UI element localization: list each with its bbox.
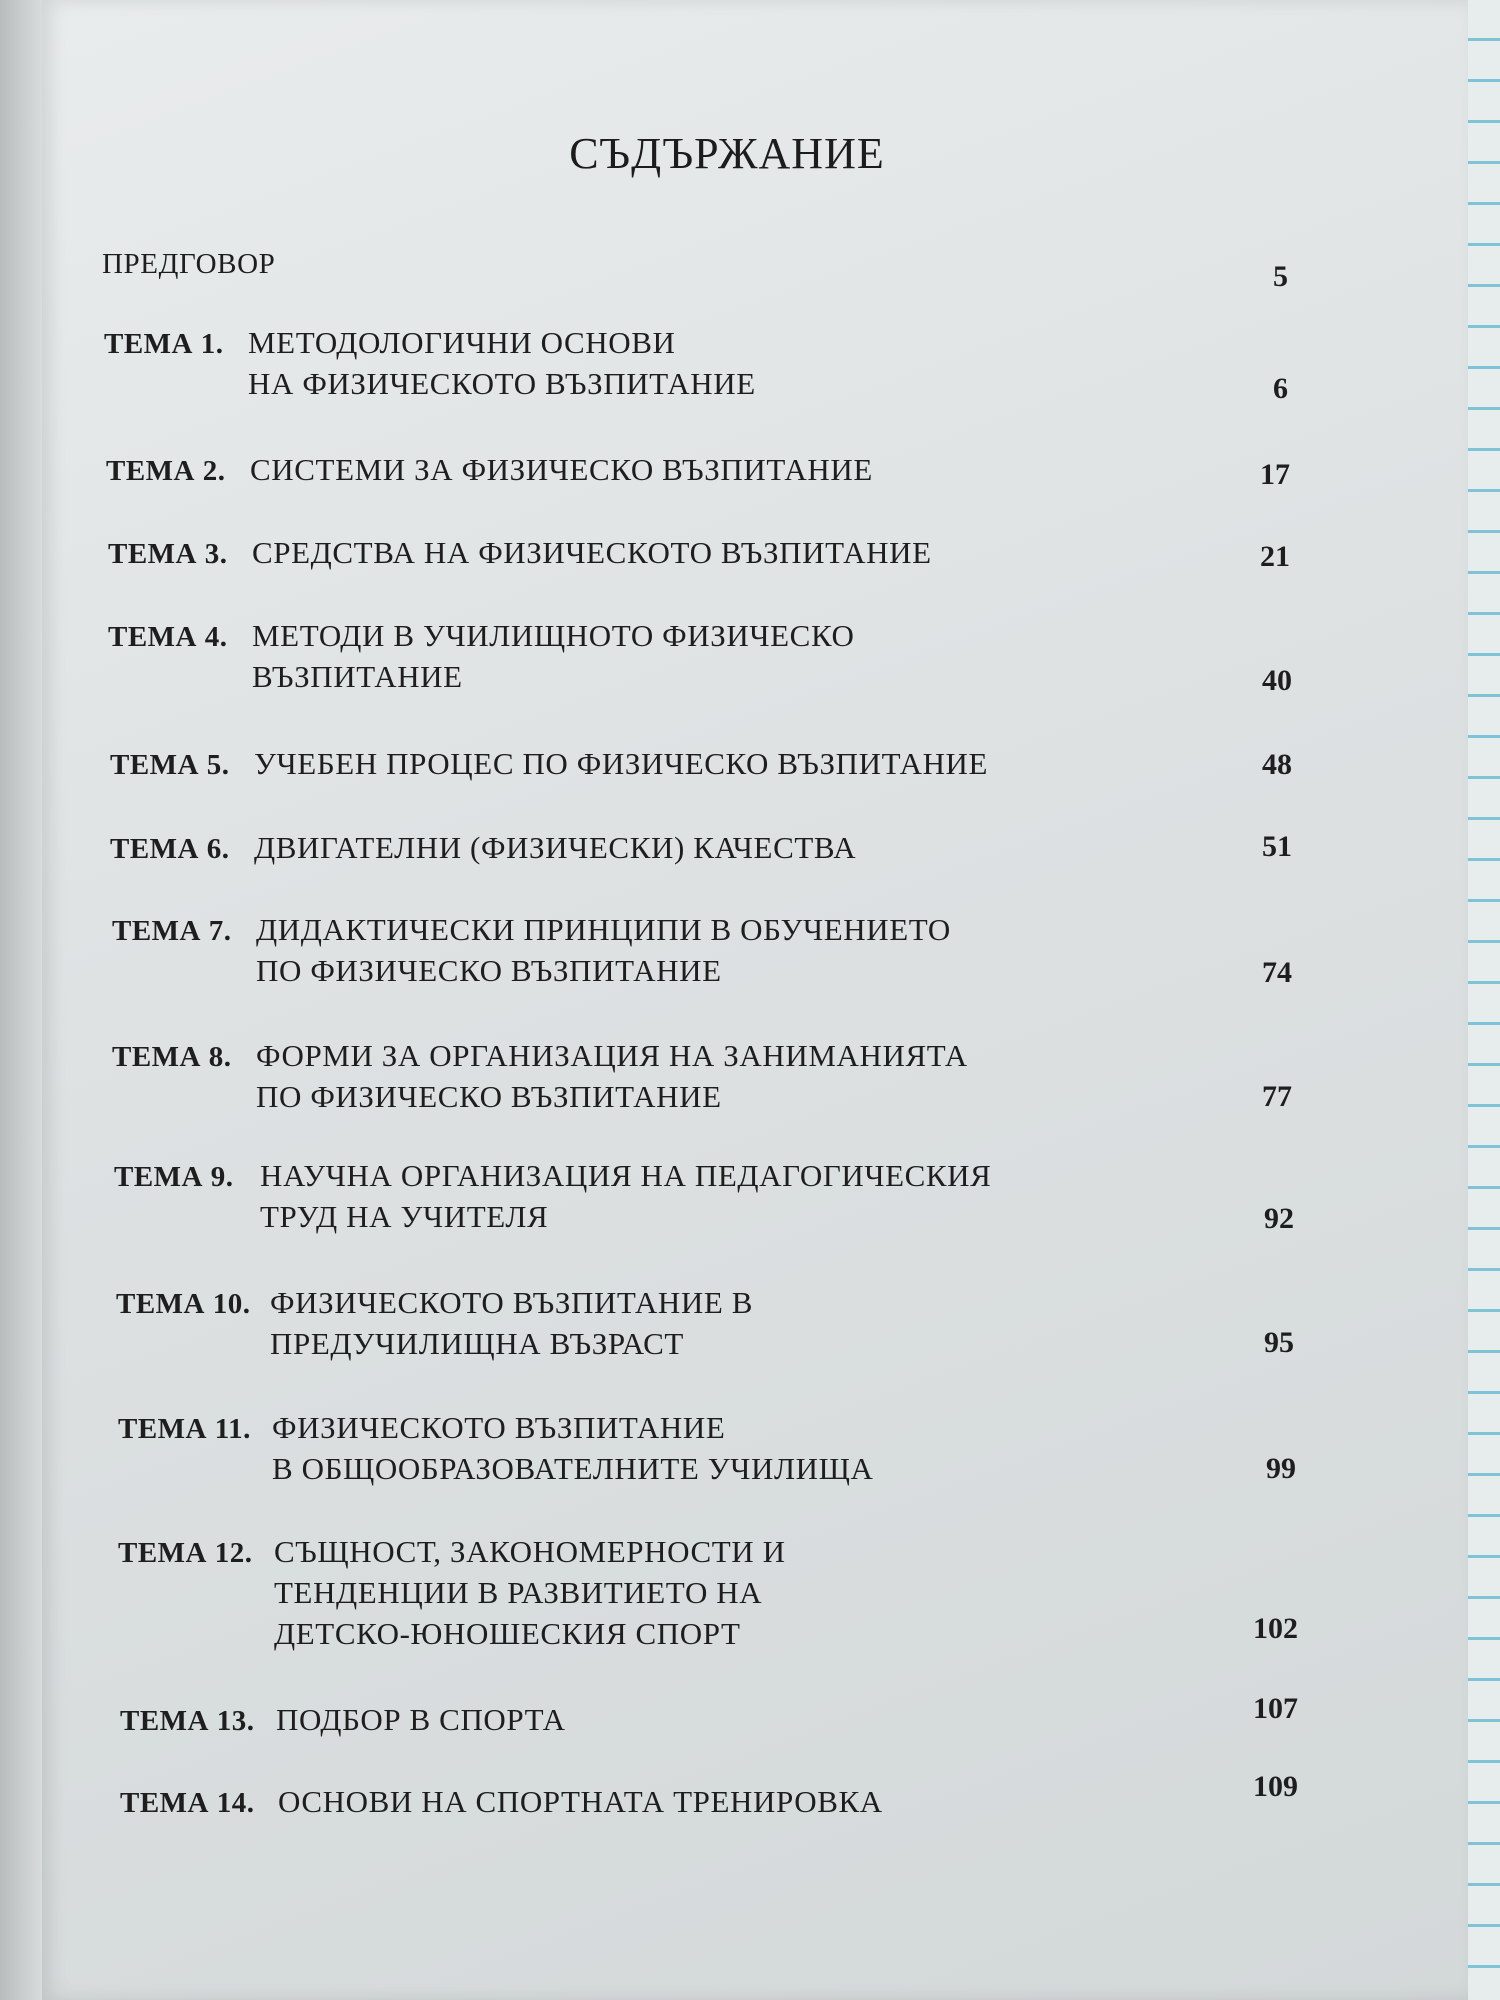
toc-entry-label: ТЕМА 8. <box>112 1041 232 1073</box>
toc-entry-label: ТЕМА 9. <box>114 1161 234 1193</box>
toc-entry-page-number: 6 <box>1273 372 1288 405</box>
toc-entry-label: ТЕМА 5. <box>110 749 230 781</box>
toc-entry-title-line: В ОБЩООБРАЗОВАТЕЛНИТЕ УЧИЛИЩА <box>272 1451 874 1486</box>
toc-entry-title-line: ОСНОВИ НА СПОРТНАТА ТРЕНИРОВКА <box>278 1784 883 1819</box>
toc-entry-page-number: 95 <box>1264 1326 1294 1359</box>
toc-entry-title-line: СРЕДСТВА НА ФИЗИЧЕСКОТО ВЪЗПИТАНИЕ <box>252 535 932 570</box>
toc-entry-page-number: 17 <box>1260 458 1290 491</box>
toc-entry-label: ТЕМА 1. <box>104 328 224 360</box>
toc-entry-title-line: СИСТЕМИ ЗА ФИЗИЧЕСКО ВЪЗПИТАНИЕ <box>250 452 873 487</box>
toc-entry-label: ТЕМА 3. <box>108 538 228 570</box>
toc-entry-page-number: 107 <box>1253 1692 1298 1725</box>
toc-entry-title-line: НА ФИЗИЧЕСКОТО ВЪЗПИТАНИЕ <box>248 366 756 401</box>
toc-entry-page-number: 48 <box>1262 748 1292 781</box>
book-page <box>42 0 1468 2000</box>
toc-entry-label: ТЕМА 4. <box>108 621 228 653</box>
toc-entry-page-number: 5 <box>1273 260 1288 293</box>
toc-entry-page-number: 92 <box>1264 1202 1294 1235</box>
toc-entry-title-line: МЕТОДОЛОГИЧНИ ОСНОВИ <box>248 325 676 360</box>
notebook-paper-edge <box>1468 0 1500 2000</box>
toc-entry-page-number: 99 <box>1266 1452 1296 1485</box>
toc-entry-page-number: 109 <box>1253 1770 1298 1803</box>
toc-entry-title-line: ВЪЗПИТАНИЕ <box>252 659 463 694</box>
toc-entry-title-line: ФОРМИ ЗА ОРГАНИЗАЦИЯ НА ЗАНИМАНИЯТА <box>256 1038 968 1073</box>
toc-entry-title-line: СЪЩНОСТ, ЗАКОНОМЕРНОСТИ И <box>274 1534 786 1569</box>
toc-entry-title-line: МЕТОДИ В УЧИЛИЩНОТО ФИЗИЧЕСКО <box>252 618 855 653</box>
toc-entry-title-line: ДИДАКТИЧЕСКИ ПРИНЦИПИ В ОБУЧЕНИЕТО <box>256 912 951 947</box>
toc-entry-title-line: ПРЕДУЧИЛИЩНА ВЪЗРАСТ <box>270 1326 684 1361</box>
toc-entry-title-line: ТЕНДЕНЦИИ В РАЗВИТИЕТО НА <box>274 1575 763 1610</box>
toc-entry-title-line: ДЕТСКО-ЮНОШЕСКИЯ СПОРТ <box>274 1616 741 1651</box>
toc-entry-title-line: ДВИГАТЕЛНИ (ФИЗИЧЕСКИ) КАЧЕСТВА <box>254 830 857 865</box>
toc-entry-label: ТЕМА 6. <box>110 833 230 865</box>
toc-entry-page-number: 77 <box>1262 1080 1292 1113</box>
toc-entry-title-line: ФИЗИЧЕСКОТО ВЪЗПИТАНИЕ <box>272 1410 726 1445</box>
toc-entry-title-line: ПО ФИЗИЧЕСКО ВЪЗПИТАНИЕ <box>256 1079 722 1114</box>
toc-entry-page-number: 74 <box>1262 956 1292 989</box>
toc-entry-title-line: ФИЗИЧЕСКОТО ВЪЗПИТАНИЕ В <box>270 1285 754 1320</box>
page-title: СЪДЪРЖАНИЕ <box>569 129 885 178</box>
toc-entry-label: ТЕМА 7. <box>112 915 232 947</box>
toc-entry-title-line: НАУЧНА ОРГАНИЗАЦИЯ НА ПЕДАГОГИЧЕСКИЯ <box>260 1158 992 1193</box>
toc-entry-label: ТЕМА 11. <box>118 1413 251 1445</box>
toc-entry-title-line: ТРУД НА УЧИТЕЛЯ <box>260 1199 549 1234</box>
toc-entry-label: ТЕМА 10. <box>116 1288 251 1320</box>
toc-entry-page-number: 51 <box>1262 830 1292 863</box>
toc-entry-page-number: 21 <box>1260 540 1290 573</box>
toc-entry-label: ТЕМА 14. <box>120 1787 255 1819</box>
toc-entry-page-number: 40 <box>1262 664 1292 697</box>
toc-entry-label: ТЕМА 12. <box>118 1537 253 1569</box>
toc-entry-title-line: УЧЕБЕН ПРОЦЕС ПО ФИЗИЧЕСКО ВЪЗПИТАНИЕ <box>254 746 989 781</box>
book-spine-edge <box>0 0 42 2000</box>
table-of-contents <box>42 0 1468 2000</box>
toc-entry-label: ТЕМА 2. <box>106 455 226 487</box>
toc-entry-page-number: 102 <box>1253 1612 1298 1645</box>
toc-entry-label: ТЕМА 13. <box>120 1705 255 1737</box>
toc-entry-title-line: ПРЕДГОВОР <box>102 248 276 280</box>
toc-entry-title-line: ПО ФИЗИЧЕСКО ВЪЗПИТАНИЕ <box>256 953 722 988</box>
toc-entry-title-line: ПОДБОР В СПОРТА <box>276 1702 566 1737</box>
